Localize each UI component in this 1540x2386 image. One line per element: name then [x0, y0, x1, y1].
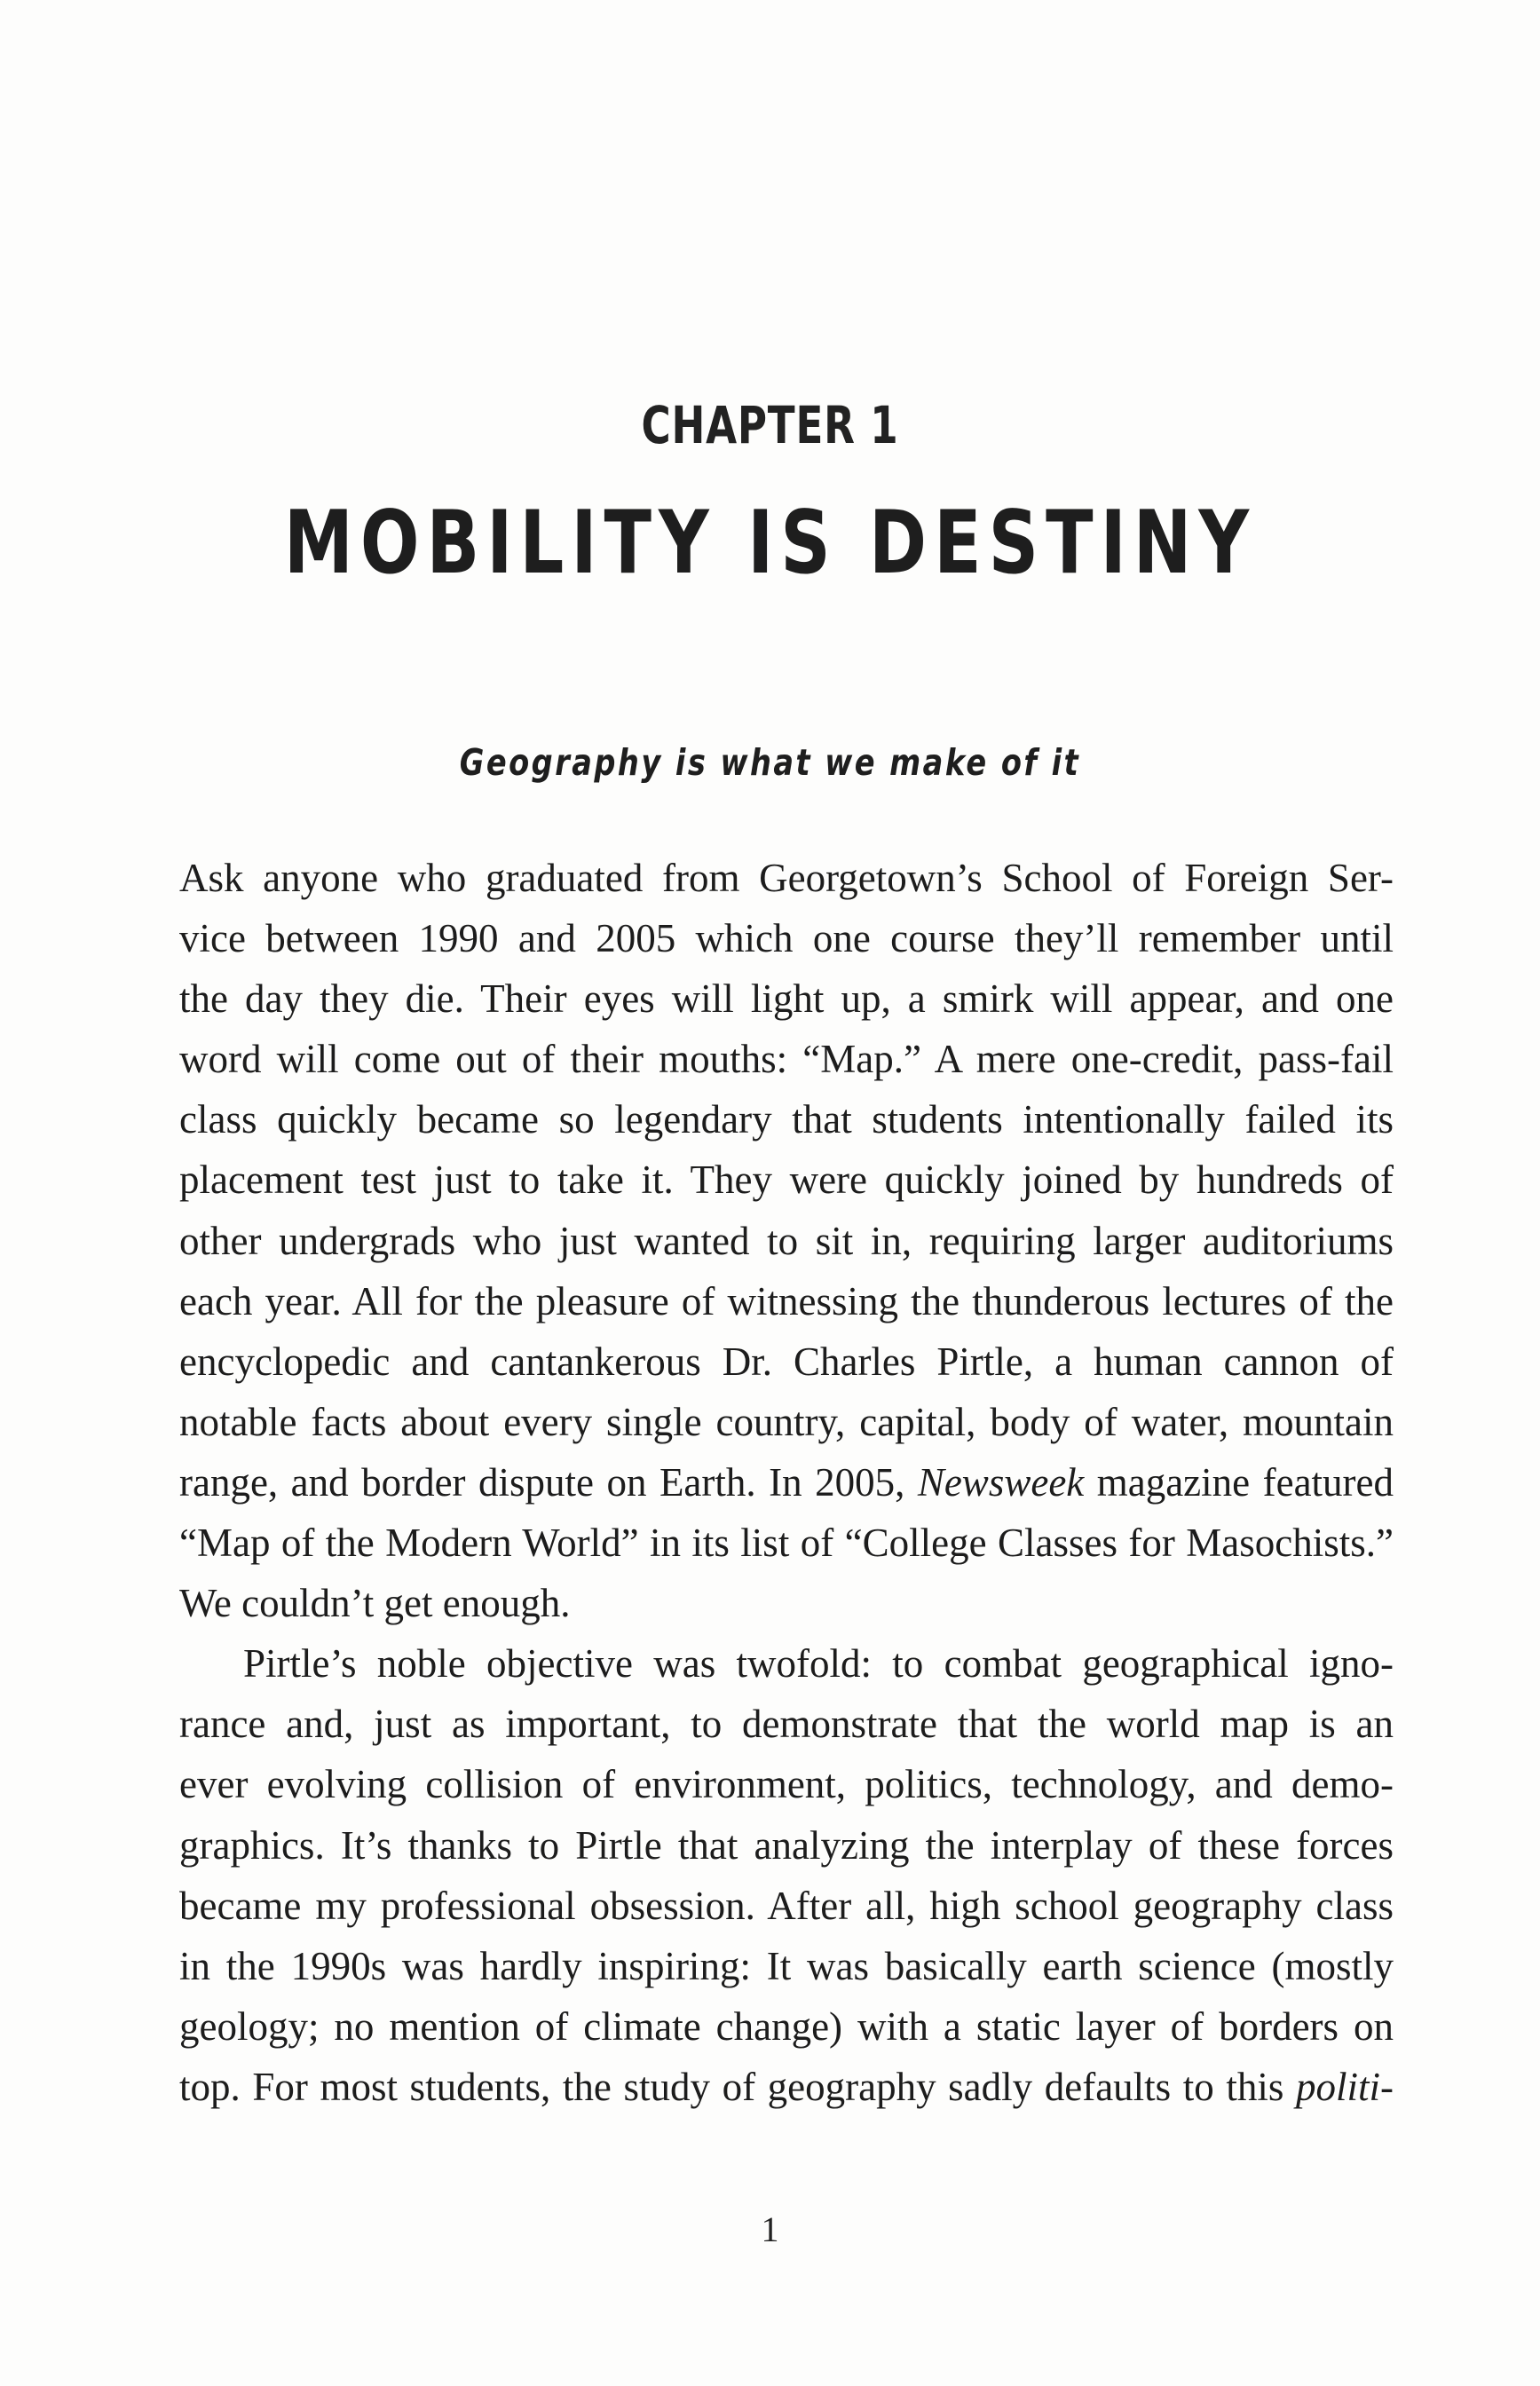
- italic-word: politi-: [1296, 2064, 1394, 2109]
- text-line: the day they die. Their eyes will light up, a smirk will appear, and one: [179, 976, 1394, 1022]
- text-line: geology; no mention of climate change) with a static layer of borders on: [179, 2003, 1394, 2049]
- text-line: word will come out of their mouths: “Map.” A mere one-credit, pass-fail: [179, 1037, 1394, 1082]
- chapter-title: MOBILITY IS DESTINY: [283, 493, 1257, 594]
- paragraph-2: [179, 1633, 1394, 2117]
- body-text: [179, 848, 1394, 2117]
- text-line: rance and, just as important, to demonstrate that the world map is an: [179, 1702, 1394, 1747]
- text-line: We couldn’t get enough.: [179, 1581, 571, 1626]
- text-line: each year. All for the pleasure of witnessing the thunderous lectures of the: [179, 1278, 1394, 1323]
- text-line: vice between 1990 and 2005 which one course they’ll remember until: [179, 916, 1394, 961]
- italic-publication-name: Newsweek: [917, 1459, 1085, 1505]
- text-line-with-italic: [179, 1452, 1394, 1513]
- text-line: “Map of the Modern World” in its list of “College Classes for Masochists.”: [179, 1521, 1394, 1566]
- text-line: encyclopedic and cantankerous Dr. Charles Pirtle, a human cannon of: [179, 1339, 1394, 1384]
- text-line: class quickly became so legendary that students intentionally failed its: [179, 1097, 1394, 1142]
- page-number: 1: [761, 2209, 779, 2249]
- paragraph-1: [179, 848, 1394, 1633]
- text-segment: range, and border dispute on Earth. In 2005,: [179, 1459, 905, 1505]
- chapter-label: CHAPTER 1: [641, 395, 899, 455]
- text-line: in the 1990s was hardly inspiring: It was basically earth science (mostly: [179, 1943, 1394, 1988]
- text-line: ever evolving collision of environment, politics, technology, and demo-: [179, 1762, 1394, 1807]
- text-line: Pirtle’s noble objective was twofold: to combat geographical igno-: [243, 1641, 1394, 1687]
- text-line: became my professional obsession. After all, high school geography class: [179, 1883, 1394, 1928]
- text-line: notable facts about every single country, capital, body of water, mountain: [179, 1399, 1394, 1444]
- text-line: other undergrads who just wanted to sit in, requiring larger auditoriums: [179, 1218, 1394, 1263]
- text-line: placement test just to take it. They were quickly joined by hundreds of: [179, 1157, 1394, 1203]
- text-line-with-italic: [179, 2057, 1394, 2117]
- text-segment: top. For most students, the study of geography sadly defaults to this: [179, 2064, 1284, 2109]
- text-line: Ask anyone who graduated from Georgetown’s School of Foreign Ser-: [179, 856, 1394, 900]
- text-segment: magazine featured: [1084, 1459, 1394, 1505]
- text-line: graphics. It’s thanks to Pirtle that analyzing the interplay of these forces: [179, 1822, 1394, 1868]
- chapter-epigraph: Geography is what we make of it: [459, 741, 1081, 784]
